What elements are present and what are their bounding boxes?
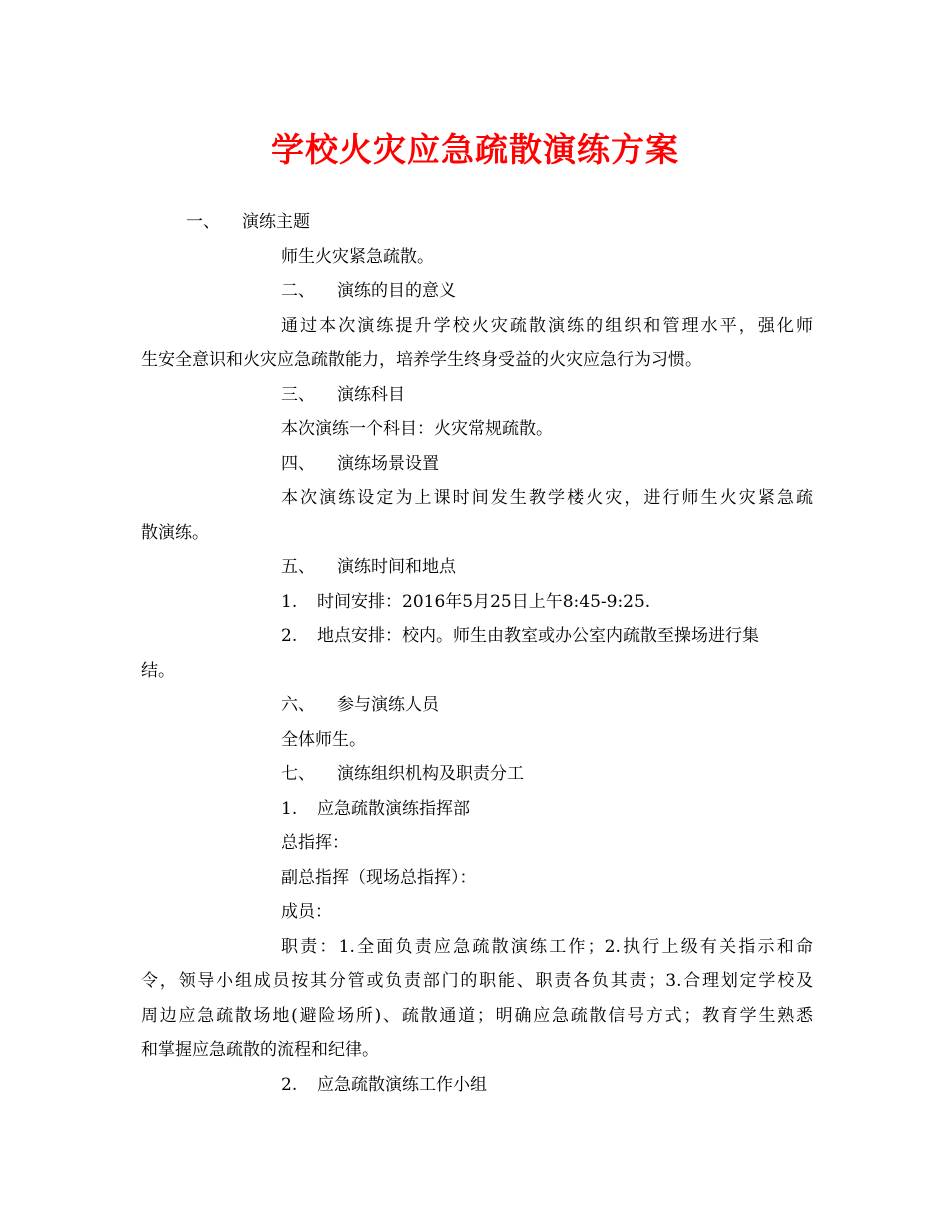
paragraph: 成员：	[281, 902, 332, 922]
section-heading-5	[141, 550, 813, 585]
list-text: 时间安排：2016年5月25日上午8:45-9:25.	[317, 591, 651, 612]
section-heading-6	[141, 688, 813, 723]
paragraph: 师生火灾紧急疏散。	[281, 246, 434, 267]
paragraph: 副总指挥（现场总指挥）：	[281, 867, 477, 888]
list-text: 应急疏散演练工作小组	[317, 1074, 487, 1095]
list-item	[141, 585, 813, 620]
document-title: 学校火灾应急疏散演练方案	[271, 130, 679, 169]
list-number: 1.	[281, 798, 298, 819]
list-text: 应急疏散演练指挥部	[317, 798, 470, 819]
section-title: 演练科目	[337, 384, 405, 405]
section-title: 演练组织机构及职责分工	[337, 764, 524, 784]
paragraph-line: 本次演练设定为上课时间发生教学楼火灾，进行师生火灾紧急疏	[281, 488, 813, 508]
paragraph-line: 结。	[141, 660, 175, 681]
list-item	[141, 792, 813, 827]
paragraph-line: 和掌握应急疏散的流程和纪律。	[141, 1040, 379, 1060]
document-body	[141, 205, 813, 1102]
paragraph-line: 职责：1.全面负责应急疏散演练工作；2.执行上级有关指示和命	[281, 936, 813, 957]
section-heading-3	[141, 378, 813, 413]
paragraph-line: 散演练。	[141, 522, 209, 543]
list-item	[141, 1068, 813, 1103]
section-title: 演练场景设置	[337, 453, 439, 474]
section-number: 五、	[281, 557, 315, 577]
section-title: 参与演练人员	[337, 695, 439, 715]
paragraph: 总指挥：	[281, 833, 349, 853]
paragraph-line: 通过本次演练提升学校火灾疏散演练的组织和管理水平，强化师	[281, 315, 813, 336]
section-heading-4	[141, 447, 813, 482]
list-item	[141, 619, 813, 654]
section-heading-1	[141, 205, 813, 240]
section-title: 演练时间和地点	[337, 557, 456, 577]
list-number: 2.	[281, 1074, 298, 1095]
paragraph: 全体师生。	[281, 729, 366, 750]
paragraph-line: 周边应急疏散场地(避险场所)、疏散通道；明确应急疏散信号方式；教育学生熟悉	[141, 1005, 813, 1026]
section-number: 七、	[281, 764, 315, 784]
paragraph-line: 生安全意识和火灾应急疏散能力，培养学生终身受益的火灾应急行为习惯。	[141, 350, 702, 370]
section-number: 一、	[186, 212, 220, 232]
section-number: 三、	[281, 384, 315, 405]
section-number: 六、	[281, 695, 315, 715]
section-title: 演练主题	[242, 212, 310, 232]
section-title: 演练的目的意义	[337, 281, 456, 301]
paragraph-line: 令，领导小组成员按其分管或负责部门的职能、职责各负其责；3.合理划定学校及	[141, 971, 813, 991]
section-number: 二、	[281, 281, 315, 301]
list-number: 1.	[281, 591, 298, 612]
section-heading-2	[141, 274, 813, 309]
list-text: 地点安排：校内。师生由教室或办公室内疏散至操场进行集	[317, 626, 759, 646]
paragraph: 本次演练一个科目：火灾常规疏散。	[281, 419, 553, 439]
section-number: 四、	[281, 453, 315, 474]
section-heading-7	[141, 757, 813, 792]
list-number: 2.	[281, 626, 298, 646]
